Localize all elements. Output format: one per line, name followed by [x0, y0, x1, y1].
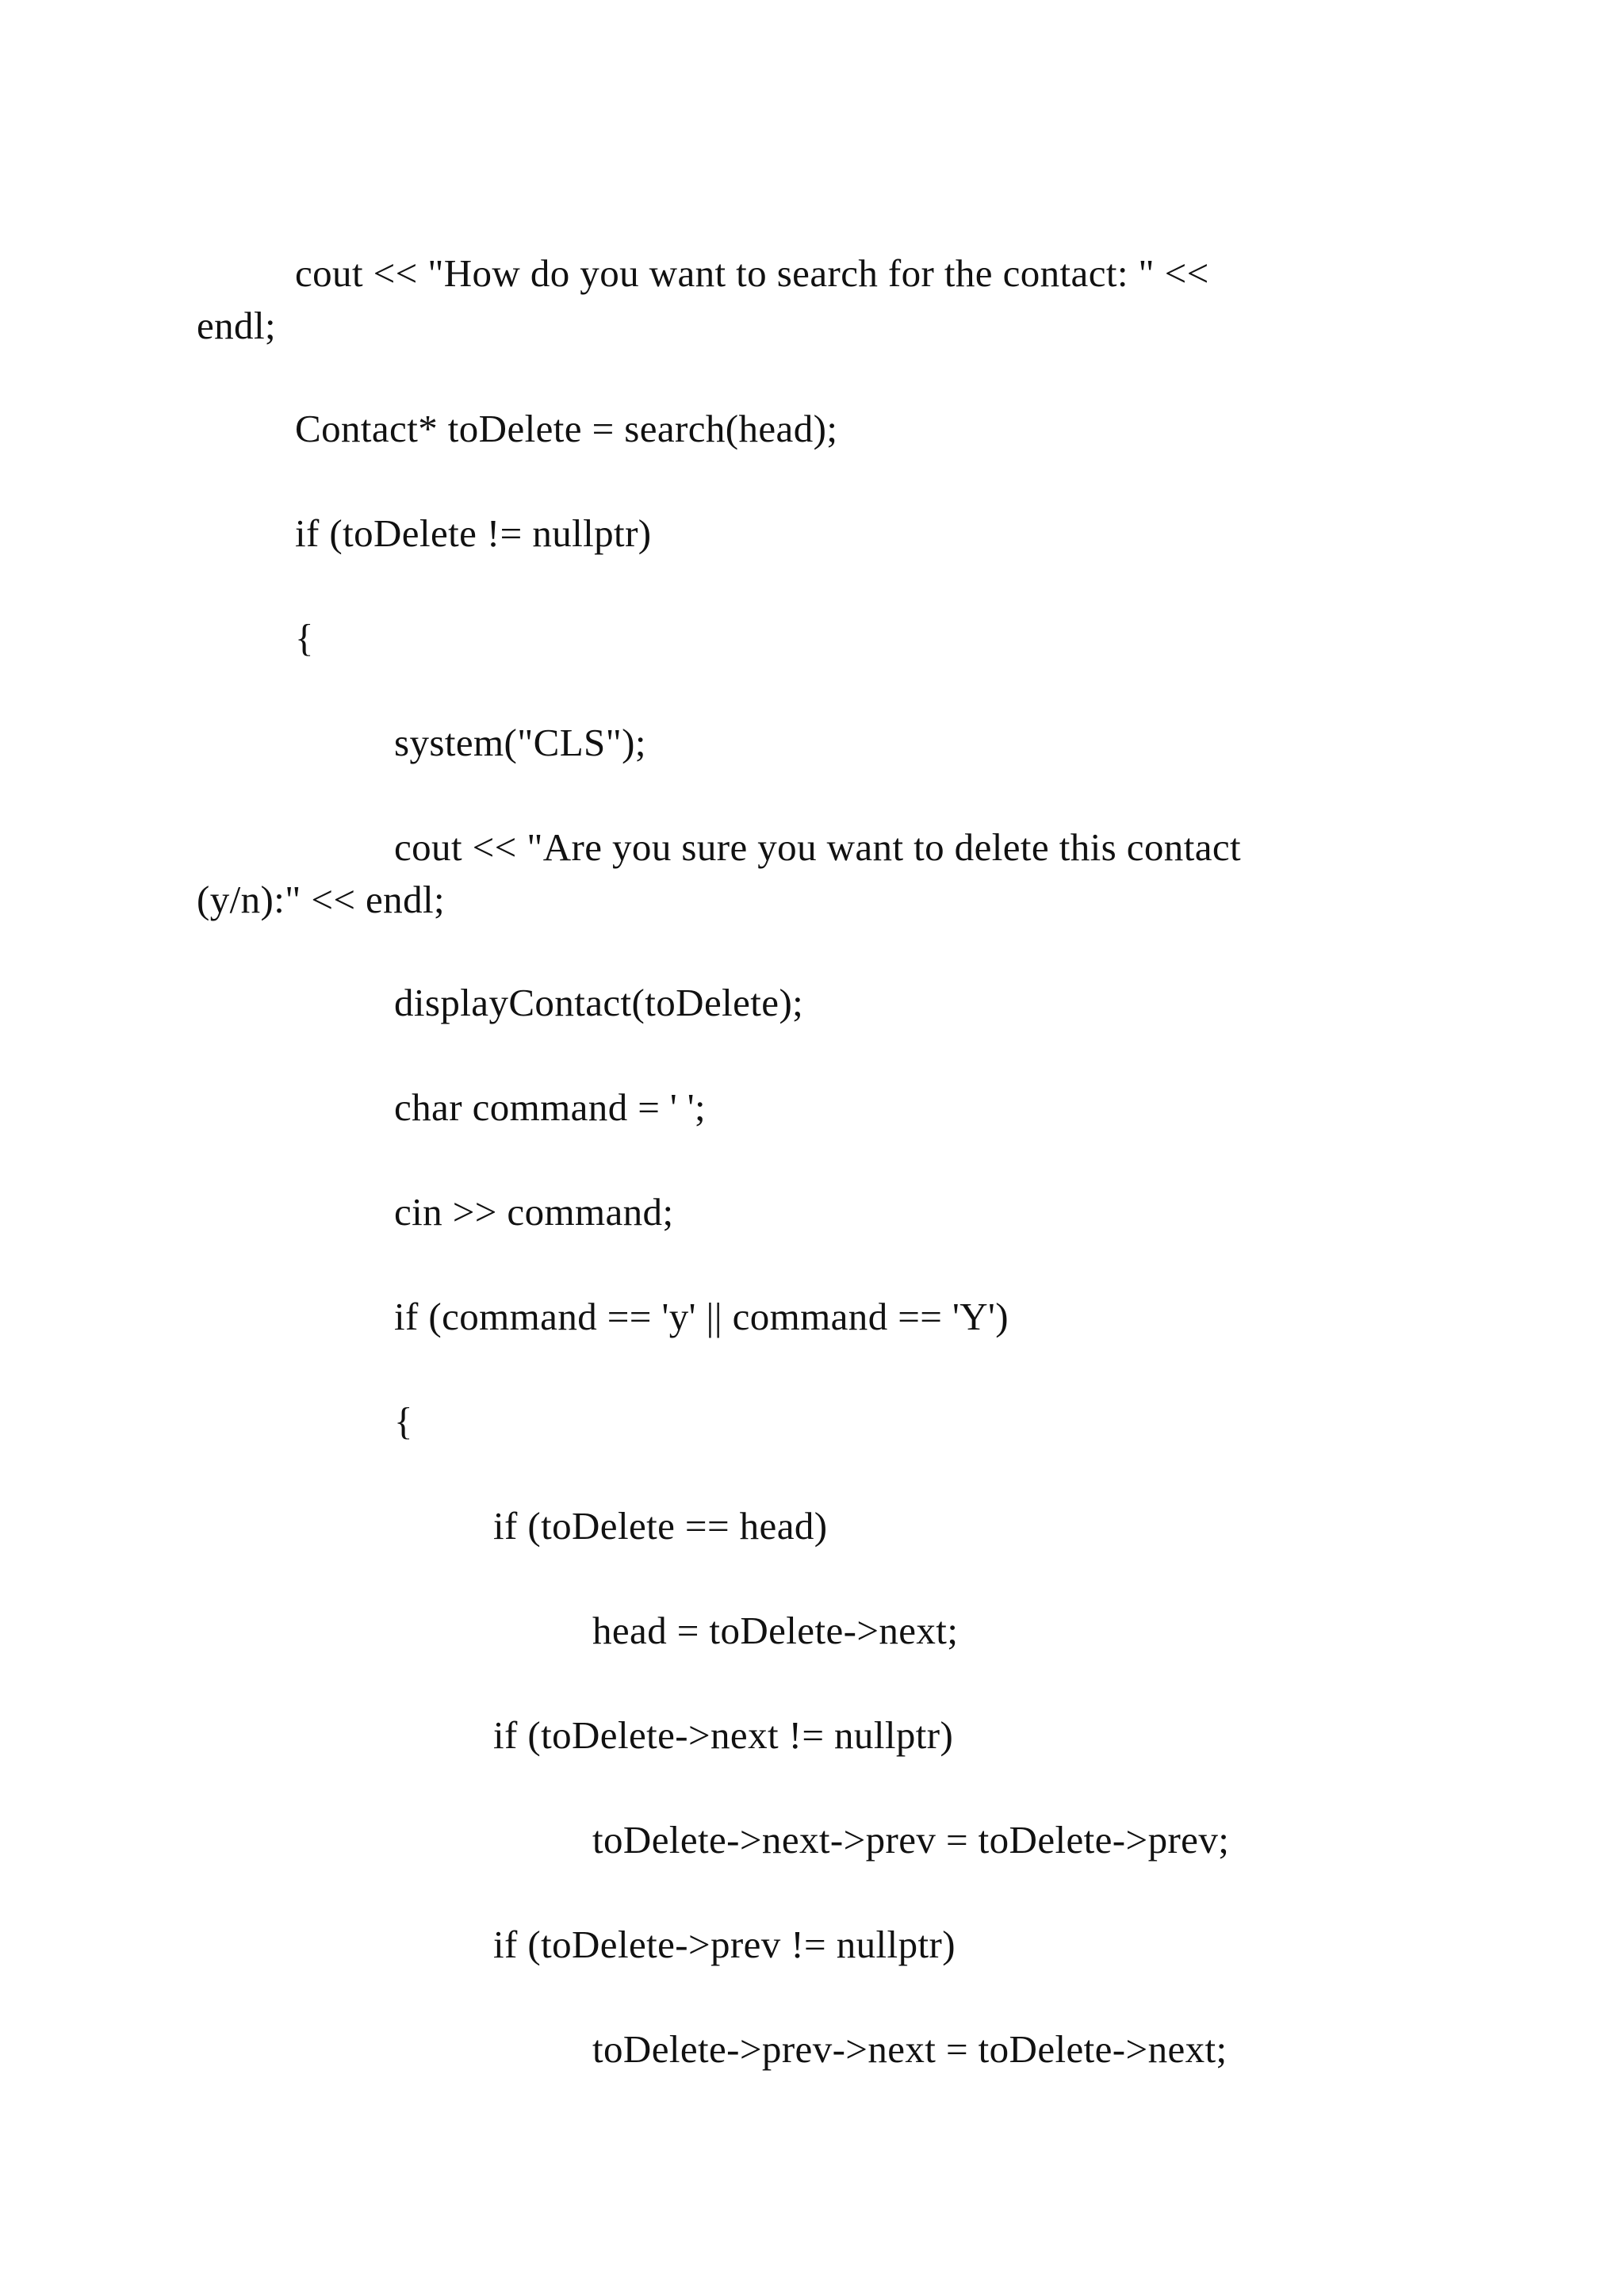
code-line-if-command-yes: if (command == 'y' || command == 'Y'): [394, 1295, 1009, 1338]
code-line-cin-command: cin >> command;: [394, 1190, 674, 1234]
code-line-system-cls: system("CLS");: [394, 721, 646, 764]
code-line-char-command: char command = ' ';: [394, 1085, 707, 1129]
code-line-if-not-null: if (toDelete != nullptr): [295, 511, 652, 555]
code-line-confirm-continuation: (y/n):" << endl;: [197, 878, 446, 921]
code-line-if-next-not-null: if (toDelete->next != nullptr): [493, 1713, 954, 1757]
code-line-if-prev-not-null: if (toDelete->prev != nullptr): [493, 1923, 956, 1966]
code-line-search-call: Contact* toDelete = search(head);: [295, 407, 838, 450]
code-line-endl-continuation: endl;: [197, 304, 276, 347]
code-line-head-assign: head = toDelete->next;: [592, 1609, 959, 1652]
code-line-cout-search-prompt: cout << "How do you want to search for the contact: " <<: [295, 251, 1209, 295]
code-line-open-brace-inner: {: [394, 1399, 413, 1443]
code-line-open-brace: {: [295, 616, 314, 660]
code-line-prev-next-assign: toDelete->prev->next = toDelete->next;: [592, 2027, 1228, 2071]
code-line-if-head: if (toDelete == head): [493, 1504, 828, 1548]
code-line-display-contact: displayContact(toDelete);: [394, 981, 804, 1024]
code-line-cout-confirm-prompt: cout << "Are you sure you want to delete this contact: [394, 825, 1242, 869]
code-line-next-prev-assign: toDelete->next->prev = toDelete->prev;: [592, 1818, 1230, 1862]
